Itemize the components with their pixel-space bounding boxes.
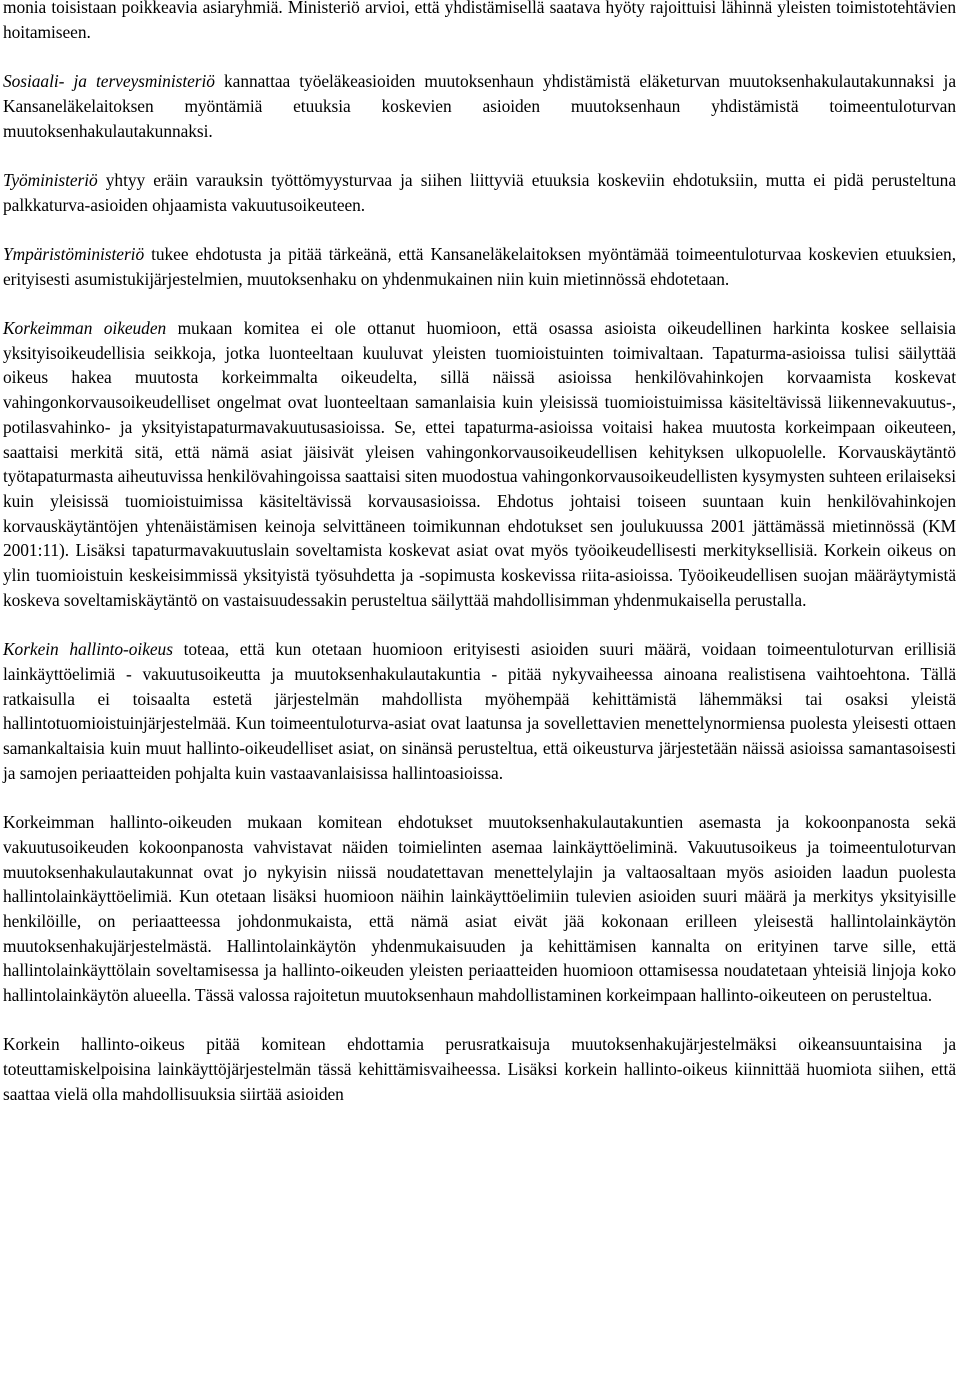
paragraph-text: kannattaa työeläkeasioiden muutoksenhaun yhdistämistä eläketurvan muutoksenhakulautakunnaksi ja Kansaneläkelaitoksen myöntämiä etuuksia koskevien asioiden muutoksenhaun yhdistämistä toimeentuloturvan muutoksenhakulautakunnaksi. <box>3 71 956 141</box>
paragraph-administrative-court-view <box>3 810 956 1008</box>
organization-name: Työministeriö <box>3 169 98 190</box>
paragraph-environment-ministry <box>3 242 956 291</box>
paragraph-text: toteaa, että kun otetaan huomioon erityisesti asioiden suuri määrä, voidaan toimeentuloturvan erillisiä lainkäyttöelimiä - vakuutusoikeutta ja muutoksenhakulautakuntia - pitää nykyvaiheessa ainoana realistisena vaihtoehtona. Tällä ratkaisulla ei toisaalta estetä järjestelmän mahdollista myöhempää kehittämistä lähemmäksi tai osaksi yleistä hallintotuomioistuinjärjestelmää. Kun toimeentuloturva-asiat ovat laatunsa ja sovellettavien menettelynormiensa puolesta yleisesti ottaen samankaltaisia kuin muut hallinto-oikeudelliset asiat, on sinänsä perusteltua, että oikeusturva järjestetään näissä asioissa samantasoisesti ja samojen periaatteiden pohjalta kuin vastaavanlaisissa hallintoasioissa. <box>3 639 956 783</box>
document-body <box>3 0 956 1131</box>
paragraph-administrative-court-conclusion <box>3 1032 956 1106</box>
paragraph-supreme-administrative-court <box>3 637 956 785</box>
paragraph-text: Korkein hallinto-oikeus pitää komitean ehdottamia perusratkaisuja muutoksenhakujärjestelmäksi oikeansuuntaisina ja toteuttamiskelpoisina lainkäyttöjärjestelmän tässä kehittämisvaiheessa. Lisäksi korkein hallinto-oikeus kiinnittää huomiota siihen, että saattaa vielä olla mahdollisuuksia siirtää asioiden <box>3 1034 956 1104</box>
organization-name: Ympäristöministeriö <box>3 243 145 264</box>
paragraph-labour-ministry <box>3 168 956 217</box>
organization-name: Sosiaali- ja terveysministeriö <box>3 71 215 92</box>
organization-name: Korkeimman oikeuden <box>3 318 167 339</box>
paragraph-text: tukee ehdotusta ja pitää tärkeänä, että Kansaneläkelaitoksen myöntämää toimeentuloturvaa koskevien etuuksien, erityisesti asumistukijärjestelmien, muutoksenhaku on yhdenmukainen niin kuin mietinnössä ehdotetaan. <box>3 243 956 289</box>
paragraph-text: Korkeimman hallinto-oikeuden mukaan komitean ehdotukset muutoksenhakulautakuntien asemasta ja kokoonpanosta sekä vakuutusoikeuden kokoonpanosta vahvistavat näiden toimielinten asemaa lainkäyttöeliminä. Vakuutusoikeus ja toimeentuloturvan muutoksenhakulautakunnat ovat jo nykyisin niissä noudatettavan menettelylajin ja valtaosaltaan myös asioiden laadun puolesta hallintolainkäyttöelimiä. Kun otetaan lisäksi huomioon näihin lainkäyttöelimiin tulevien asioiden suuri määrä ja merkitys yksityisille henkilöille, on periaatteessa johdonmukaista, että nämä asiat eivät jää kokonaan erilleen yleisestä hallintolainkäytön muutoksenhakujärjestelmästä. Hallintolainkäytön yhdenmukaisuuden ja kehittämisen kannalta on erityinen tarve sille, että hallintolainkäyttölain soveltamisessa ja hallinto-oikeuden yleisten periaatteiden huomioon ottamisessa noudatetaan yhteisiä linjoja koko hallintolainkäytön alueella. Tässä valossa rajoitetun muutoksenhaun mahdollistaminen korkeimpaan hallinto-oikeuteen on perusteltua. <box>3 812 956 1006</box>
organization-name: Korkein hallinto-oikeus <box>3 639 173 660</box>
paragraph-social-health-ministry <box>3 69 956 143</box>
paragraph-text: mukaan komitea ei ole ottanut huomioon, että osassa asioista oikeudellinen harkinta koskee sellaisia yksityisoikeudellisia seikkoja, jotka luonteeltaan kuuluvat yleisten tuomioistuinten toimivaltaan. Tapaturma-asioissa tulisi säilyttää oikeus hakea muutosta korkeimmalta oikeudelta, sillä näissä asioissa henkilövahinkojen korvaamista koskevat vahingonkorvausoikeudelliset ongelmat ovat luonteeltaan samanlaisia kuin yleisissä tuomioistuimissa käsiteltävissä liikennevakuutus-, potilasvahinko- ja yksityistapaturmavakuutusasioissa. Se, ettei tapaturma-asioissa voitaisi hakea muutosta korkeimpaan oikeuteen, saattaisi merkitä sitä, että nämä asiat jäisivät yleisen vahingonkorvausoikeudellisen kehityksen ulkopuolelle. Korvauskäytäntö työtapaturmasta aiheutuvissa henkilövahingoissa saattaisi siten muodostua vahingonkorvausoikeudellisten kysymysten suhteen erilaiseksi kuin yleisissä tuomioistuimissa käsiteltävissä korvausasioissa. Ehdotus johtaisi toiseen suuntaan kuin henkilövahinkojen korvauskäytäntöjen yhtenäistämisen keinoja selvittäneen toimikunnan ehdotukset sen joulukuussa 2001 jättämässä mietinnössä (KM 2001:11). Lisäksi tapaturmavakuutuslain soveltamista koskevat asiat ovat myös työoikeudellisesti merkityksellisiä. Korkein oikeus on ylin tuomioistuin keskeisimmissä yksityistä työsuhdetta ja -sopimusta koskevissa riita-asioissa. Työoikeudellisen suojan määräytymistä koskeva soveltamiskäytäntö on vastaisuudessakin perusteltua säilyttää mahdollisimman yhdenmukaisella perustalla. <box>3 318 956 610</box>
paragraph-ministry-assessment <box>3 0 956 44</box>
paragraph-text: monia toisistaan poikkeavia asiaryhmiä. Ministeriö arvioi, että yhdistämisellä saatava hyöty rajoittuisi lähinnä yleisten toimistotehtävien hoitamiseen. <box>3 0 956 42</box>
paragraph-text: yhtyy eräin varauksin työttömyysturvaa ja siihen liittyviä etuuksia koskeviin ehdotuksiin, mutta ei pidä perusteltuna palkkaturva-asioiden ohjaamista vakuutusoikeuteen. <box>3 169 956 215</box>
paragraph-supreme-court <box>3 316 956 612</box>
